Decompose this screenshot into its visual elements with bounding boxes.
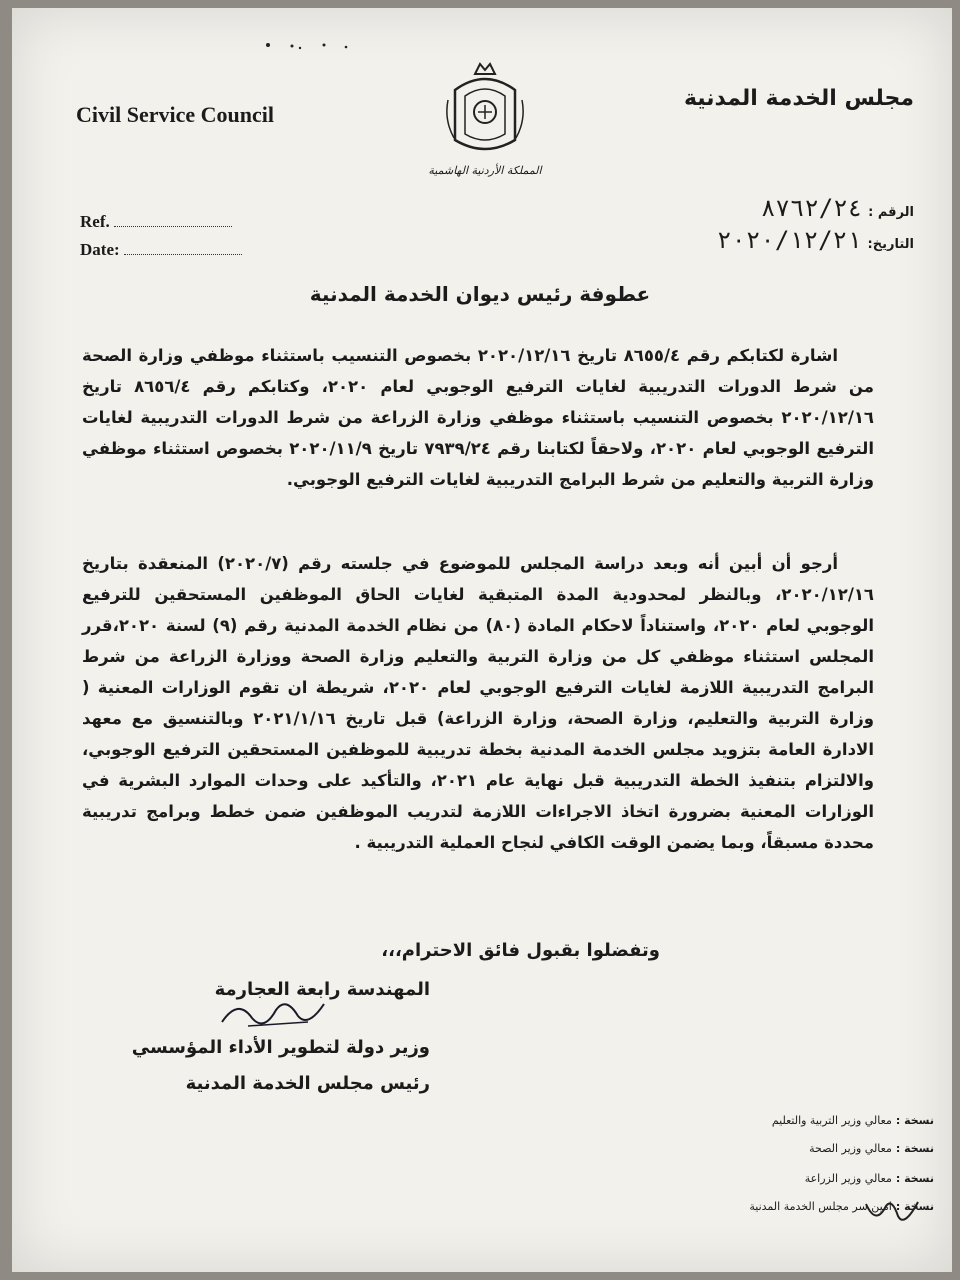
handwritten-signature: [218, 992, 328, 1032]
english-council-name: Civil Service Council: [76, 102, 274, 127]
ref-label: Ref.: [80, 212, 110, 231]
date-label-ar: التاريخ:: [867, 237, 914, 252]
copy-line: نسخة : امين سر مجلس الخدمة المدنية: [749, 1200, 934, 1213]
copy-line: نسخة : معالي وزير الصحة: [809, 1142, 934, 1155]
paragraph-1: اشارة لكتابكم رقم ٨٦٥٥/٤ تاريخ ٢٠٢٠/١٢/١٦ بخصوص التنسيب باستثناء موظفي وزارة الصحة من شرط الدورات التدريبية لغايات الترفيع الوجوبي لعام ٢٠٢٠، وكتابكم رقم ٨٦٥٦/٤ تاريخ ٢٠٢٠/١٢/١٦ بخصوص التنسيب باستثناء موظفي وزارة الزراعة من شرط الدورات التدريبية لغايات الترفيع الوجوبي لعام ٢٠٢٠، ولاحقاً لكتابنا رقم ٧٩٣٩/٢٤ تاريخ ٢٠٢٠/١١/٩ بخصوص استثناء موظفي وزارة التربية والتعليم من شرط البرامج التدريبية لغايات الترفيع الوجوبي.: [82, 346, 875, 489]
date-line: [80, 240, 242, 260]
handwritten-date: ٢٠٢٠/١٢/٢١: [717, 226, 862, 254]
ink-speck-marks: [262, 40, 352, 54]
date-line-ar: [717, 226, 914, 254]
handwritten-initials: [862, 1196, 922, 1230]
emblem-caption: المملكة الأردنية الهاشمية: [428, 164, 542, 177]
addressee-heading: عطوفة رئيس ديوان الخدمة المدنية: [309, 282, 651, 306]
ref-line: [80, 212, 232, 232]
copy-line: نسخة : معالي وزير التربية والتعليم: [771, 1114, 934, 1127]
signatory-title-1: وزير دولة لتطوير الأداء المؤسسي: [131, 1037, 430, 1058]
arabic-council-name: مجلس الخدمة المدنية: [683, 86, 914, 111]
copy-line: نسخة : معالي وزير الزراعة: [804, 1172, 934, 1185]
number-line-ar: [761, 194, 914, 222]
signatory-name: المهندسة رابعة العجارمة: [214, 979, 430, 1000]
paragraph-2: أرجو أن أبين أنه وبعد دراسة المجلس للموضوع في جلسته رقم (٢٠٢٠/٧) المنعقدة بتاريخ ٢٠٢٠/١٢/١٦، وبالنظر لمحدودية المدة المتبقية لغايات الحاق الموظفين المستحقين للترفيع الوجوبي لعام ٢٠٢٠، واستناداً لاحكام المادة (٨٠) من نظام الخدمة المدنية رقم (٩) لسنة ٢٠٢٠،قرر المجلس استثناء موظفي كل من وزارة التربية والتعليم وزارة الصحة ووزارة الزراعة من شرط البرامج التدريبية اللازمة لغايات الترفيع الوجوبي لعام ٢٠٢٠، شريطة ان تقوم الوزارات المعنية ( وزارة التربية والتعليم، وزارة الصحة، وزارة الزراعة) قبل تاريخ ٢٠٢١/١/١٦ وبالتنسيق مع معهد الادارة العامة بتزويد مجلس الخدمة المدنية بخطة تدريبية للموظفين المستحقين الترفيع الوجوبي، والالتزام بتنفيذ الخطة التدريبية قبل نهاية عام ٢٠٢١، والتأكيد على وحدات الموارد البشرية في الوزارات المعنية بضرورة اتخاذ الاجراءات اللازمة لتدريب الموظفين ضمن خطط وبرامج تدريبية محددة مسبقاً، وبما يضمن الوقت الكافي لنجاح العملية التدريبية .: [82, 554, 875, 852]
signatory-title-2: رئيس مجلس الخدمة المدنية: [185, 1073, 430, 1094]
ref-dotted-line: [114, 212, 232, 227]
handwritten-number: ٨٧٦٢/٢٤: [760, 194, 863, 222]
date-label: Date:: [80, 240, 120, 259]
date-dotted-line: [124, 240, 242, 255]
royal-crest-icon: [440, 60, 530, 160]
number-label-ar: الرقم :: [868, 205, 914, 220]
closing-line: وتفضلوا بقبول فائق الاحترام،،،: [381, 940, 660, 961]
